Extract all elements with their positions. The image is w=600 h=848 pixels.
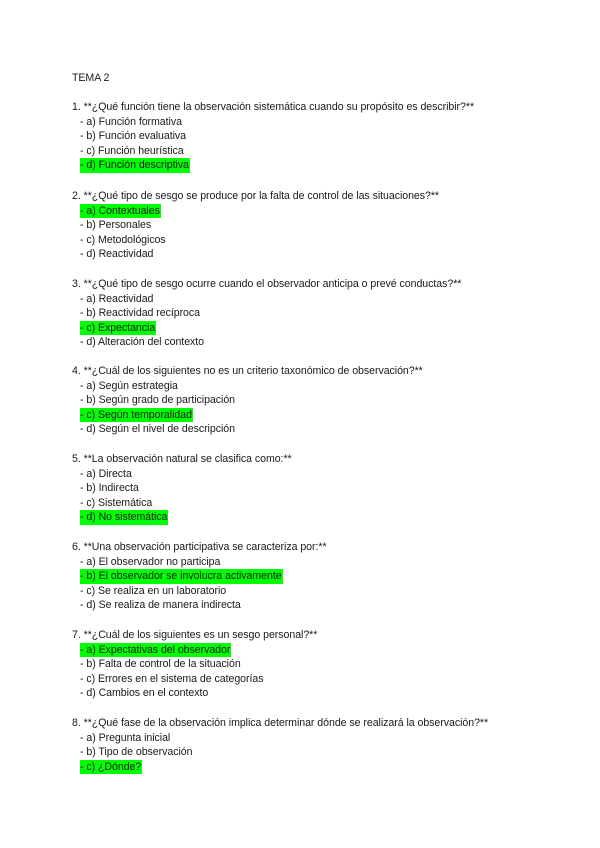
question-text: 1. **¿Qué función tiene la observación sistemática cuando su propósito es describir?**: [72, 101, 475, 113]
answer-option: - a) Reactividad: [80, 292, 154, 305]
answer-option: - b) Personales: [80, 219, 152, 232]
question-text: 2. **¿Qué tipo de sesgo se produce por la falta de control de las situaciones?**: [72, 190, 440, 202]
correct-answer-option: - c) Expectancia: [80, 321, 156, 334]
answer-option: - a) Según estrategia: [80, 379, 178, 392]
question-6: [72, 540, 327, 613]
question-text: 5. **La observación natural se clasifica como:**: [72, 453, 292, 465]
answer-option: - d) Según el nivel de descripción: [80, 423, 235, 436]
answer-option: - c) Función heurística: [80, 144, 184, 157]
correct-answer-option: - c) Según temporalidad: [80, 408, 192, 421]
answer-option: - b) Función evaluativa: [80, 130, 187, 143]
answer-option: - c) Se realiza en un laboratorio: [80, 584, 227, 597]
question-1: [72, 100, 474, 173]
question-7: [72, 628, 317, 701]
question-8: [72, 716, 488, 774]
answer-option: - c) Sistemática: [80, 496, 153, 509]
answer-option: - c) Metodológicos: [80, 233, 166, 246]
answer-option: - b) Indirecta: [80, 482, 139, 495]
correct-answer-option: - c) ¿Dónde?: [80, 760, 142, 773]
answer-option: - b) Según grado de participación: [80, 394, 236, 407]
correct-answer-option: - d) No sistemática: [80, 511, 168, 524]
answer-option: - b) Reactividad recíproca: [80, 307, 200, 320]
correct-answer-option: - d) Función descriptiva: [80, 159, 189, 172]
question-3: [72, 277, 461, 350]
answer-option: - d) Cambios en el contexto: [80, 687, 209, 700]
question-2: [72, 189, 439, 262]
answer-option: - a) Directa: [80, 467, 132, 480]
answer-option: - b) Tipo de observación: [80, 746, 193, 759]
answer-option: - a) Función formativa: [80, 115, 182, 128]
question-text: 3. **¿Qué tipo de sesgo ocurre cuando el observador anticipa o prevé conductas?**: [72, 278, 462, 290]
correct-answer-option: - a) Expectativas del observador: [80, 643, 231, 656]
question-5: [72, 452, 292, 525]
question-text: 6. **Una observación participativa se caracteriza por:**: [72, 541, 327, 553]
answer-option: - a) Pregunta inicial: [80, 731, 171, 744]
question-4: [72, 364, 423, 437]
answer-option: - d) Alteración del contexto: [80, 336, 205, 349]
document-title: TEMA 2: [72, 72, 110, 84]
answer-option: - b) Falta de control de la situación: [80, 658, 241, 671]
answer-option: - d) Reactividad: [80, 248, 154, 261]
answer-option: - a) El observador no participa: [80, 555, 221, 568]
correct-answer-option: - a) Contextuales: [80, 204, 160, 217]
question-text: 7. **¿Cuál de los siguientes es un sesgo personal?**: [72, 629, 318, 641]
correct-answer-option: - b) El observador se involucra activamente: [80, 570, 282, 583]
question-text: 4. **¿Cuál de los siguientes no es un criterio taxonómico de observación?**: [72, 365, 423, 377]
answer-option: - c) Errores en el sistema de categorías: [80, 672, 264, 685]
answer-option: - d) Se realiza de manera indirecta: [80, 599, 241, 612]
question-text: 8. **¿Qué fase de la observación implica determinar dónde se realizará la observación?**: [72, 717, 489, 729]
